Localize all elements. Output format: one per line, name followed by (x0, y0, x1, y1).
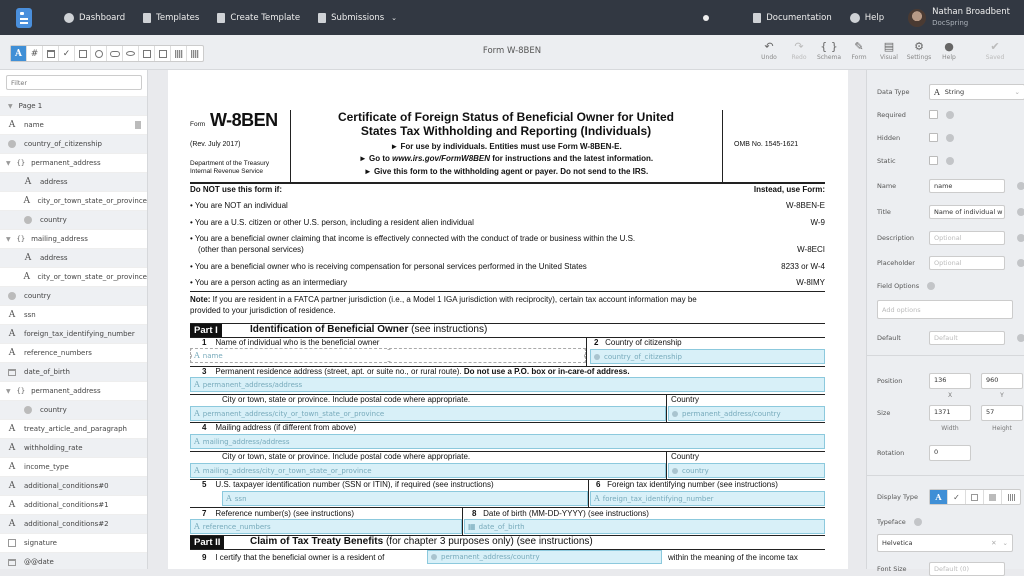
form-subtitle-3: ► Give this form to the withholding agent or payer. Do not send to the IRS. (363, 167, 649, 176)
data-type-select[interactable]: A String ⌄ (929, 84, 1024, 100)
field-mailing-address[interactable]: A mailing_address/address (190, 434, 825, 449)
part-1-badge: Part I (190, 324, 222, 337)
tree-item-label: ssn (24, 311, 36, 319)
part-2-badge: Part II (190, 536, 224, 549)
file-plus-icon (217, 13, 225, 23)
calendar-icon (6, 559, 18, 566)
y-sublabel: Y (1000, 392, 1004, 399)
tree-item[interactable] (0, 286, 147, 305)
globe-icon (22, 216, 34, 224)
tree-item[interactable] (0, 153, 147, 172)
part-2-title: Claim of Tax Treaty Benefits (for chapter 3 purposes only) (see instructions) (250, 536, 593, 547)
page-group[interactable]: ▼ Page 1 (0, 96, 147, 115)
instead-use-heading: Instead, use Form: (753, 185, 825, 194)
tree-item[interactable] (0, 267, 147, 286)
text-type-icon: A (23, 196, 30, 206)
info-icon[interactable] (946, 134, 954, 142)
tree-item-label: country (24, 292, 51, 300)
part-1-title: Identification of Beneficial Owner (see instructions) (250, 324, 488, 335)
width-sublabel: Width (941, 425, 959, 432)
typeface-select[interactable]: Helvetica ✕ ⌄ (877, 534, 1013, 552)
rotation-label: Rotation (877, 449, 905, 457)
tree-item-label: permanent_address (31, 159, 101, 167)
display-barcode-icon[interactable] (1002, 490, 1020, 504)
check-tool-icon[interactable]: ✓ (59, 46, 75, 61)
tree-item[interactable] (0, 495, 147, 514)
field-name[interactable]: A name (190, 348, 586, 363)
tree-item-label: signature (24, 539, 57, 547)
gear-icon: ⚙ (914, 40, 924, 53)
globe-icon (22, 406, 34, 414)
tree-item[interactable] (0, 533, 147, 552)
help-icon (850, 13, 860, 23)
tree-item-label: treaty_article_and_paragraph (24, 425, 127, 433)
caret-down-icon: ▼ (6, 387, 11, 395)
tree-item-label: additional_conditions#2 (24, 520, 109, 528)
tree-item-label: additional_conditions#1 (24, 501, 109, 509)
rule-3: • You are a beneficial owner claiming that income is effectively connected with the conduct of trade or business within the U.S. (190, 234, 636, 243)
height-input[interactable]: 57 (981, 405, 1023, 421)
perm-city-label: City or town, state or province. Include postal code where appropriate. (222, 395, 471, 404)
tree-item[interactable] (0, 419, 147, 438)
saved-status: ✔ Saved (985, 40, 1005, 61)
chevron-down-icon: ⌄ (1014, 88, 1020, 96)
line-4-label: 4 Mailing address (if different from above) (202, 423, 357, 432)
typeface-label: Typeface (877, 518, 906, 526)
field-mailing-city[interactable]: A mailing_address/city_or_town_state_or_province (190, 463, 666, 478)
display-qrcode-icon[interactable] (984, 490, 1002, 504)
tree-item[interactable] (0, 476, 147, 495)
line-2-label: 2 Country of citizenship (594, 338, 682, 347)
globe-icon (6, 292, 18, 300)
rule-3-cont: (other than personal services) (198, 245, 304, 254)
dept-line-1: Department of the Treasury (190, 160, 270, 167)
info-icon[interactable] (1017, 334, 1024, 342)
document-canvas (149, 70, 866, 569)
line-1-label: 1 Name of individual who is the beneficial owner (202, 338, 380, 347)
signature-icon (6, 539, 18, 547)
tree-item[interactable] (0, 305, 147, 324)
line-5-label: 5 U.S. taxpayer identification number (SSN or ITIN), if required (see instructions) (202, 480, 494, 489)
rule-1: • You are NOT an individual (190, 201, 288, 210)
schema-button[interactable]: { } Schema (816, 40, 842, 61)
nav-submissions[interactable]: Submissions ⌄ (318, 13, 397, 23)
field-country-of-citizenship[interactable]: country_of_citizenship (590, 349, 825, 364)
dashboard-icon (64, 13, 74, 23)
info-icon[interactable] (946, 111, 954, 119)
tree-item[interactable] (0, 438, 147, 457)
mail-country-label: Country (671, 452, 700, 461)
visual-icon: ▤ (883, 40, 895, 53)
do-not-use-heading: Do NOT use this form if: (190, 185, 282, 194)
info-icon[interactable] (946, 157, 954, 165)
text-type-icon: A (24, 177, 32, 187)
caret-down-icon: ▼ (6, 159, 11, 167)
placeholder-input[interactable]: Optional (929, 256, 1005, 270)
avatar[interactable] (908, 9, 926, 27)
form-label: Form (190, 121, 206, 128)
tree-item-label: country (40, 406, 67, 414)
form-number: W-8BEN (210, 110, 278, 130)
filter-input[interactable] (6, 75, 142, 90)
rule-2: • You are a U.S. citizen or other U.S. person, including a resident alien individual (190, 218, 474, 227)
text-type-icon: A (194, 409, 200, 418)
description-input[interactable]: Optional (929, 231, 1005, 245)
fatca-note-2: provided to your jurisdiction of residence. (190, 306, 336, 315)
info-icon[interactable] (1017, 182, 1024, 190)
line-3-label: 3 Permanent residence address (street, apt. or suite no., or rural route). Do not use a P.O. box or in-care-of address. (202, 367, 630, 376)
rule-2-form: W-9 (810, 218, 825, 227)
field-mailing-country[interactable]: country (668, 463, 825, 478)
tree-item[interactable] (0, 400, 147, 419)
text-type-icon: A (8, 424, 16, 434)
tree-item[interactable] (0, 362, 147, 381)
tree-item-label: withholding_rate (24, 444, 83, 452)
line-7-label: 7 Reference number(s) (see instructions) (202, 509, 355, 518)
tree-item-label: date_of_birth (24, 368, 70, 376)
text-type-icon: A (8, 462, 16, 472)
hidden-label: Hidden (877, 133, 901, 142)
line-9-cont: within the meaning of the income tax (668, 553, 798, 562)
globe-icon (672, 411, 678, 417)
template-title: Form W-8BEN (482, 46, 542, 56)
tree-item-label: permanent_address (31, 387, 101, 395)
tree-item[interactable] (0, 457, 147, 476)
book-icon (753, 13, 761, 23)
nav-dashboard[interactable]: Dashboard (64, 13, 125, 23)
caret-down-icon: ▼ (8, 102, 13, 110)
field-tree-sidebar (0, 70, 148, 569)
nav-create-template[interactable]: Create Template (217, 13, 300, 23)
perm-country-label: Country (671, 395, 700, 404)
rule-4-form: 8233 or W-4 (781, 262, 825, 271)
line-9-label: 9 I certify that the beneficial owner is a resident of (202, 553, 385, 562)
object-icon: {} (16, 387, 26, 395)
display-checkbox-icon[interactable] (966, 490, 984, 504)
tree-item[interactable] (0, 343, 147, 362)
form-subtitle-2: ► Go to www.irs.gov/FormW8BEN for instructions and the latest information. (358, 154, 654, 163)
text-type-icon: A (8, 120, 16, 130)
rule-3-form: W-8ECI (797, 245, 825, 254)
font-size-label: Font Size (877, 565, 907, 573)
trash-icon[interactable] (135, 121, 141, 129)
nav-templates[interactable]: Templates (143, 13, 199, 23)
text-type-icon: A (8, 443, 16, 453)
form-button[interactable]: ✎ Form (851, 40, 867, 61)
text-type-icon: A (8, 500, 16, 510)
field-options-label: Field Options (877, 282, 920, 290)
default-input[interactable]: Default (929, 331, 1005, 345)
placeholder-label: Placeholder (877, 259, 915, 267)
text-type-icon: A (594, 494, 600, 503)
tree-item[interactable] (0, 552, 147, 569)
field-permanent-city[interactable]: A permanent_address/city_or_town_state_or_province (190, 406, 666, 421)
tree-item-label: address (40, 254, 68, 262)
redo-icon: ↷ (794, 40, 804, 53)
braces-icon: { } (820, 40, 838, 53)
tree-item-label: country_of_citizenship (24, 140, 102, 148)
nav-help[interactable]: Help (850, 13, 884, 23)
globe-icon (672, 468, 678, 474)
form-edit-icon: ✎ (854, 40, 864, 53)
top-nav (0, 0, 1024, 35)
data-type-label: Data Type (877, 88, 910, 96)
form-revision: (Rev. July 2017) (190, 141, 241, 148)
clear-icon[interactable]: ✕ (991, 539, 997, 547)
info-icon[interactable] (1017, 234, 1024, 242)
text-type-icon: A (194, 351, 200, 360)
title-input[interactable]: Name of individual w (929, 205, 1005, 219)
tree-item[interactable] (0, 172, 147, 191)
calendar-icon (6, 369, 18, 376)
info-icon[interactable] (927, 282, 935, 290)
tree-item[interactable] (0, 210, 147, 229)
field-reference-numbers[interactable]: A reference_numbers (190, 519, 462, 534)
properties-panel (866, 70, 1024, 573)
field-permanent-country[interactable]: permanent_address/country (668, 406, 825, 421)
globe-icon (6, 140, 18, 148)
tree-item-label: @@date (24, 558, 54, 566)
text-type-icon: A (23, 272, 30, 282)
pdf-page (168, 70, 848, 569)
static-checkbox[interactable] (929, 156, 938, 165)
info-icon: ● (944, 40, 954, 53)
tree-item-label: name (24, 121, 44, 129)
tree-item-label: additional_conditions#0 (24, 482, 109, 490)
field-treaty-country[interactable]: permanent_address/country (427, 550, 662, 564)
omb-number: OMB No. 1545-1621 (734, 141, 799, 148)
tree-item-label: city_or_town_state_or_province (37, 197, 147, 205)
mail-city-label: City or town, state or province. Include postal code where appropriate. (222, 452, 471, 461)
required-checkbox[interactable] (929, 110, 938, 119)
rule-1-form: W-8BEN-E (786, 201, 825, 210)
tree-item[interactable] (0, 248, 147, 267)
display-text-icon[interactable]: A (930, 490, 948, 504)
display-type-label: Display Type (877, 493, 918, 501)
tree-item[interactable] (0, 514, 147, 533)
text-type-icon: A (8, 310, 16, 320)
rule-5: • You are a person acting as an intermediary (190, 278, 348, 287)
visual-button[interactable]: ▤ Visual (880, 40, 898, 61)
chevron-down-icon: ⌄ (1002, 539, 1008, 547)
object-icon: {} (16, 159, 26, 167)
add-options-input[interactable]: Add options (877, 300, 1013, 319)
tree-item[interactable] (0, 229, 147, 248)
check-icon: ✔ (990, 40, 1000, 53)
name-input[interactable]: name (929, 179, 1005, 193)
globe-icon (431, 554, 437, 560)
tree-item[interactable] (0, 191, 147, 210)
user-menu[interactable]: Nathan Broadbent DocSpring (932, 6, 1010, 27)
tree-item[interactable] (0, 115, 147, 134)
globe-icon (594, 354, 600, 360)
field-foreign-tin[interactable]: A foreign_tax_identifying_number (590, 491, 825, 506)
tree-item-label: city_or_town_state_or_province (37, 273, 147, 281)
info-icon[interactable] (1017, 208, 1024, 216)
caret-down-icon: ▼ (6, 235, 11, 243)
tree-item-label: income_type (24, 463, 69, 471)
font-size-input[interactable]: Default (0) (929, 562, 1005, 576)
static-label: Static (877, 156, 896, 165)
line-6-label: 6 Foreign tax identifying number (see instructions) (596, 480, 778, 489)
calendar-icon: ▦ (468, 522, 476, 531)
name-label: Name (877, 182, 897, 190)
size-label: Size (877, 409, 891, 417)
object-icon: {} (16, 235, 26, 243)
info-icon[interactable] (914, 518, 922, 526)
default-label: Default (877, 334, 901, 342)
field-tree (0, 115, 147, 569)
rotation-input[interactable]: 0 (929, 445, 971, 461)
docspring-logo-icon[interactable] (16, 8, 32, 28)
text-type-icon: A (8, 348, 16, 358)
field-ssn[interactable]: A ssn (222, 491, 588, 506)
text-type-icon: A (8, 519, 16, 529)
title-label: Title (877, 208, 891, 216)
editor-toolbar (0, 35, 1024, 70)
undo-icon: ↶ (764, 40, 774, 53)
chevron-down-icon: ⌄ (391, 13, 398, 22)
nav-documentation[interactable]: Documentation (753, 13, 832, 23)
text-type-icon: A (24, 253, 32, 263)
position-label: Position (877, 377, 903, 385)
dept-line-2: Internal Revenue Service (190, 168, 263, 175)
fatca-note: Note: If you are resident in a FATCA partner jurisdiction (i.e., a Model 1 IGA jurisdiction with reciprocity), certain tax account information may be (190, 295, 697, 304)
field-permanent-address[interactable]: A permanent_address/address (190, 377, 825, 392)
hidden-checkbox[interactable] (929, 133, 938, 142)
x-sublabel: X (947, 392, 953, 399)
settings-button[interactable]: ⚙ Settings (906, 40, 932, 61)
form-title: Certificate of Foreign Status of Beneficial Owner for United States Tax Withholding and Reporting (Individuals) (337, 110, 675, 138)
text-type-icon: A (226, 494, 232, 503)
string-type-icon: A (934, 87, 940, 97)
text-type-icon: A (8, 481, 16, 491)
tree-item-label: mailing_address (31, 235, 88, 243)
rule-4: • You are a beneficial owner who is receiving compensation for personal services performed in the United States (190, 262, 587, 271)
height-sublabel: Height (992, 425, 1012, 432)
tree-item[interactable] (0, 381, 147, 400)
redo-button[interactable]: ↷ Redo (791, 40, 807, 61)
position-x-input[interactable]: 136 (929, 373, 971, 389)
line-8-label: 8 Date of birth (MM-DD-YYYY) (see instructions) (472, 509, 649, 518)
help-button[interactable]: ● Help (942, 40, 956, 61)
number-tool-icon[interactable]: # (27, 46, 43, 61)
position-y-input[interactable]: 960 (981, 373, 1023, 389)
description-label: Description (877, 234, 915, 242)
display-type-group (929, 489, 1021, 505)
width-input[interactable]: 1371 (929, 405, 971, 421)
tree-item[interactable] (0, 324, 147, 343)
field-date-of-birth[interactable]: ▦ date_of_birth (464, 519, 825, 534)
text-tool-icon[interactable]: A (11, 46, 27, 61)
file-icon (143, 13, 151, 23)
info-icon[interactable] (1017, 259, 1024, 267)
text-type-icon: A (194, 380, 200, 389)
display-check-icon[interactable]: ✓ (948, 490, 966, 504)
submissions-icon (318, 13, 326, 23)
tree-item[interactable] (0, 134, 147, 153)
tree-item-label: address (40, 178, 68, 186)
required-label: Required (877, 110, 906, 119)
text-type-icon: A (194, 437, 200, 446)
status-dot-icon (703, 15, 709, 21)
tree-item-label: foreign_tax_identifying_number (24, 330, 135, 338)
text-type-icon: A (194, 466, 200, 475)
rule-5-form: W-8IMY (796, 278, 825, 287)
form-subtitle-1: ► For use by individuals. Entities must use Form W-8BEN-E. (390, 142, 622, 151)
undo-button[interactable]: ↶ Undo (761, 40, 777, 61)
text-type-icon: A (194, 522, 200, 531)
tree-item-label: country (40, 216, 67, 224)
tree-item-label: reference_numbers (24, 349, 92, 357)
text-type-icon: A (8, 329, 16, 339)
